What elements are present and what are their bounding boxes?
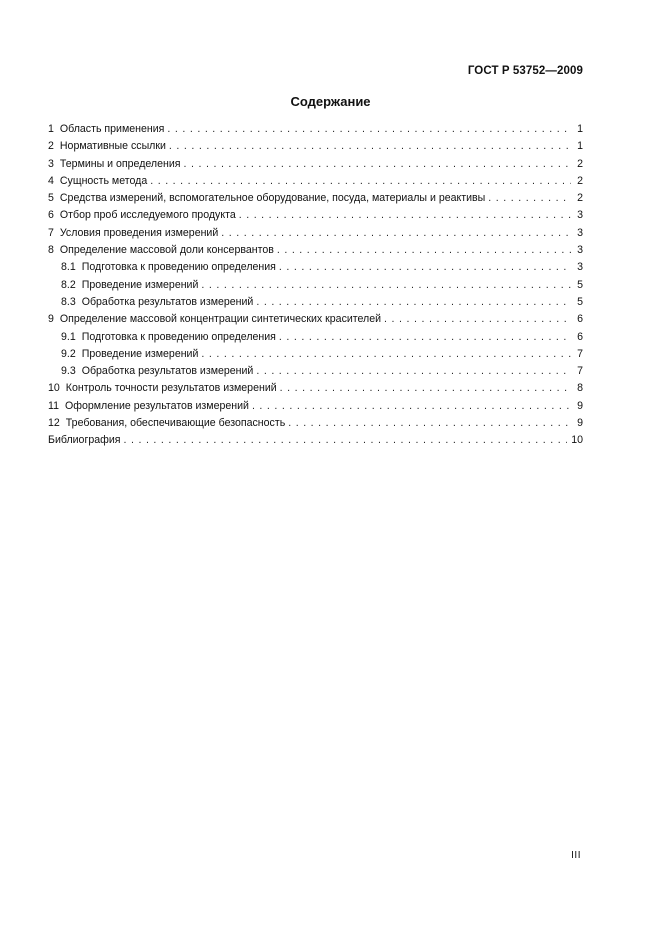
toc-entry-page: 8	[577, 382, 583, 395]
toc-leader-dots	[184, 156, 571, 173]
toc-entry-number: 3	[48, 157, 54, 170]
toc-entry-2[interactable]	[48, 138, 583, 155]
toc-entry-number: 1	[48, 123, 54, 135]
toc-entry-page: 9	[577, 417, 583, 430]
toc-entry-title: Подготовка к проведению определения	[81, 330, 276, 343]
toc-entry-title: Условия проведения измерений	[59, 226, 219, 239]
toc-entry-6[interactable]	[48, 207, 583, 224]
toc-entry-9-3[interactable]	[48, 363, 583, 380]
document-code: ГОСТ Р 53752—2009	[467, 65, 583, 77]
toc-entry-title: Область применения	[59, 123, 165, 135]
toc-leader-dots	[169, 138, 571, 155]
toc-leader-dots	[239, 207, 571, 224]
toc-entry-title: Требования, обеспечивающие безопасность	[65, 417, 286, 430]
toc-entry-page: 3	[577, 226, 583, 239]
table-of-contents	[48, 121, 583, 450]
toc-entry-1[interactable]	[48, 121, 583, 138]
toc-entry-title: Определение массовой доли консервантов	[59, 244, 274, 257]
toc-leader-dots	[256, 294, 571, 311]
toc-leader-dots	[167, 121, 571, 138]
toc-entry-page: 5	[577, 295, 583, 308]
toc-entry-number: 6	[48, 209, 54, 222]
toc-entry-page: 1	[577, 140, 583, 153]
toc-entry-bibliography[interactable]	[48, 432, 583, 449]
toc-entry-5[interactable]	[48, 190, 583, 207]
toc-entry-page: 2	[577, 192, 583, 205]
toc-entry-title: Обработка результатов измерений	[81, 295, 254, 308]
toc-leader-dots	[279, 259, 571, 276]
toc-leader-dots	[252, 398, 571, 415]
toc-entry-8-1[interactable]	[48, 259, 583, 276]
toc-leader-dots	[279, 329, 571, 346]
toc-entry-9[interactable]	[48, 311, 583, 328]
toc-entry-9-2[interactable]	[48, 346, 583, 363]
toc-entry-8[interactable]	[48, 242, 583, 259]
toc-entry-number: 4	[48, 174, 54, 187]
toc-entry-number: 8.1	[61, 261, 76, 274]
toc-entry-number: 10	[48, 382, 60, 395]
toc-entry-title: Сущность метода	[59, 174, 148, 187]
toc-entry-page: 3	[577, 209, 583, 222]
toc-entry-page: 9	[577, 399, 583, 412]
page-number: III	[571, 850, 581, 861]
toc-entry-number: 8.2	[61, 278, 76, 291]
toc-entry-8-3[interactable]	[48, 294, 583, 311]
toc-leader-dots	[123, 432, 567, 449]
toc-leader-dots	[150, 173, 571, 190]
toc-entry-title: Обработка результатов измерений	[81, 365, 254, 378]
toc-entry-title: Оформление результатов измерений	[65, 399, 249, 412]
toc-entry-page: 6	[577, 313, 583, 326]
toc-leader-dots	[256, 363, 571, 380]
toc-entry-page: 3	[577, 244, 583, 257]
toc-entry-number: 8	[48, 244, 54, 257]
toc-entry-number: 9	[48, 313, 54, 326]
toc-entry-title: Средства измерений, вспомогательное оборудование, посуда, материалы и реактивы	[59, 192, 486, 205]
toc-entry-title: Нормативные ссылки	[59, 140, 166, 153]
toc-entry-number: 7	[48, 226, 54, 239]
toc-entry-number: 9.3	[61, 365, 76, 378]
toc-entry-9-1[interactable]	[48, 329, 583, 346]
toc-entry-page: 7	[577, 365, 583, 378]
toc-leader-dots	[488, 190, 571, 207]
toc-entry-4[interactable]	[48, 173, 583, 190]
toc-entry-page: 5	[577, 278, 583, 291]
toc-entry-page: 2	[577, 174, 583, 187]
toc-entry-page: 6	[577, 330, 583, 343]
toc-entry-page: 2	[577, 157, 583, 170]
toc-entry-7[interactable]	[48, 225, 583, 242]
toc-entry-10[interactable]	[48, 380, 583, 397]
toc-leader-dots	[201, 346, 571, 363]
toc-entry-3[interactable]	[48, 156, 583, 173]
toc-leader-dots	[277, 242, 571, 259]
toc-leader-dots	[221, 225, 571, 242]
toc-entry-number: 8.3	[61, 295, 76, 308]
toc-entry-title: Подготовка к проведению определения	[81, 261, 276, 274]
toc-entry-number: 11	[48, 399, 59, 412]
toc-entry-title: Контроль точности результатов измерений	[65, 382, 277, 395]
toc-entry-12[interactable]	[48, 415, 583, 432]
toc-entry-8-2[interactable]	[48, 277, 583, 294]
toc-entry-number: 9.1	[61, 330, 76, 343]
toc-entry-page: 3	[577, 261, 583, 274]
toc-entry-title: Проведение измерений	[81, 347, 199, 360]
page-title: Содержание	[290, 94, 371, 109]
toc-entry-page: 1	[577, 123, 583, 135]
toc-entry-number: 9.2	[61, 347, 76, 360]
toc-entry-number: 12	[48, 417, 60, 430]
toc-entry-title: Отбор проб исследуемого продукта	[59, 209, 236, 222]
toc-leader-dots	[384, 311, 571, 328]
toc-entry-title: Термины и определения	[59, 157, 181, 170]
toc-entry-title: Проведение измерений	[81, 278, 199, 291]
toc-entry-number: 5	[48, 192, 54, 205]
toc-entry-page: 10	[571, 434, 583, 447]
toc-entry-11[interactable]	[48, 398, 583, 415]
toc-leader-dots	[280, 380, 571, 397]
toc-leader-dots	[288, 415, 571, 432]
toc-entry-page: 7	[577, 347, 583, 360]
toc-entry-title: Библиография	[48, 434, 121, 447]
toc-leader-dots	[201, 277, 571, 294]
toc-entry-number: 2	[48, 140, 54, 153]
toc-entry-title: Определение массовой концентрации синтетических красителей	[59, 313, 382, 326]
